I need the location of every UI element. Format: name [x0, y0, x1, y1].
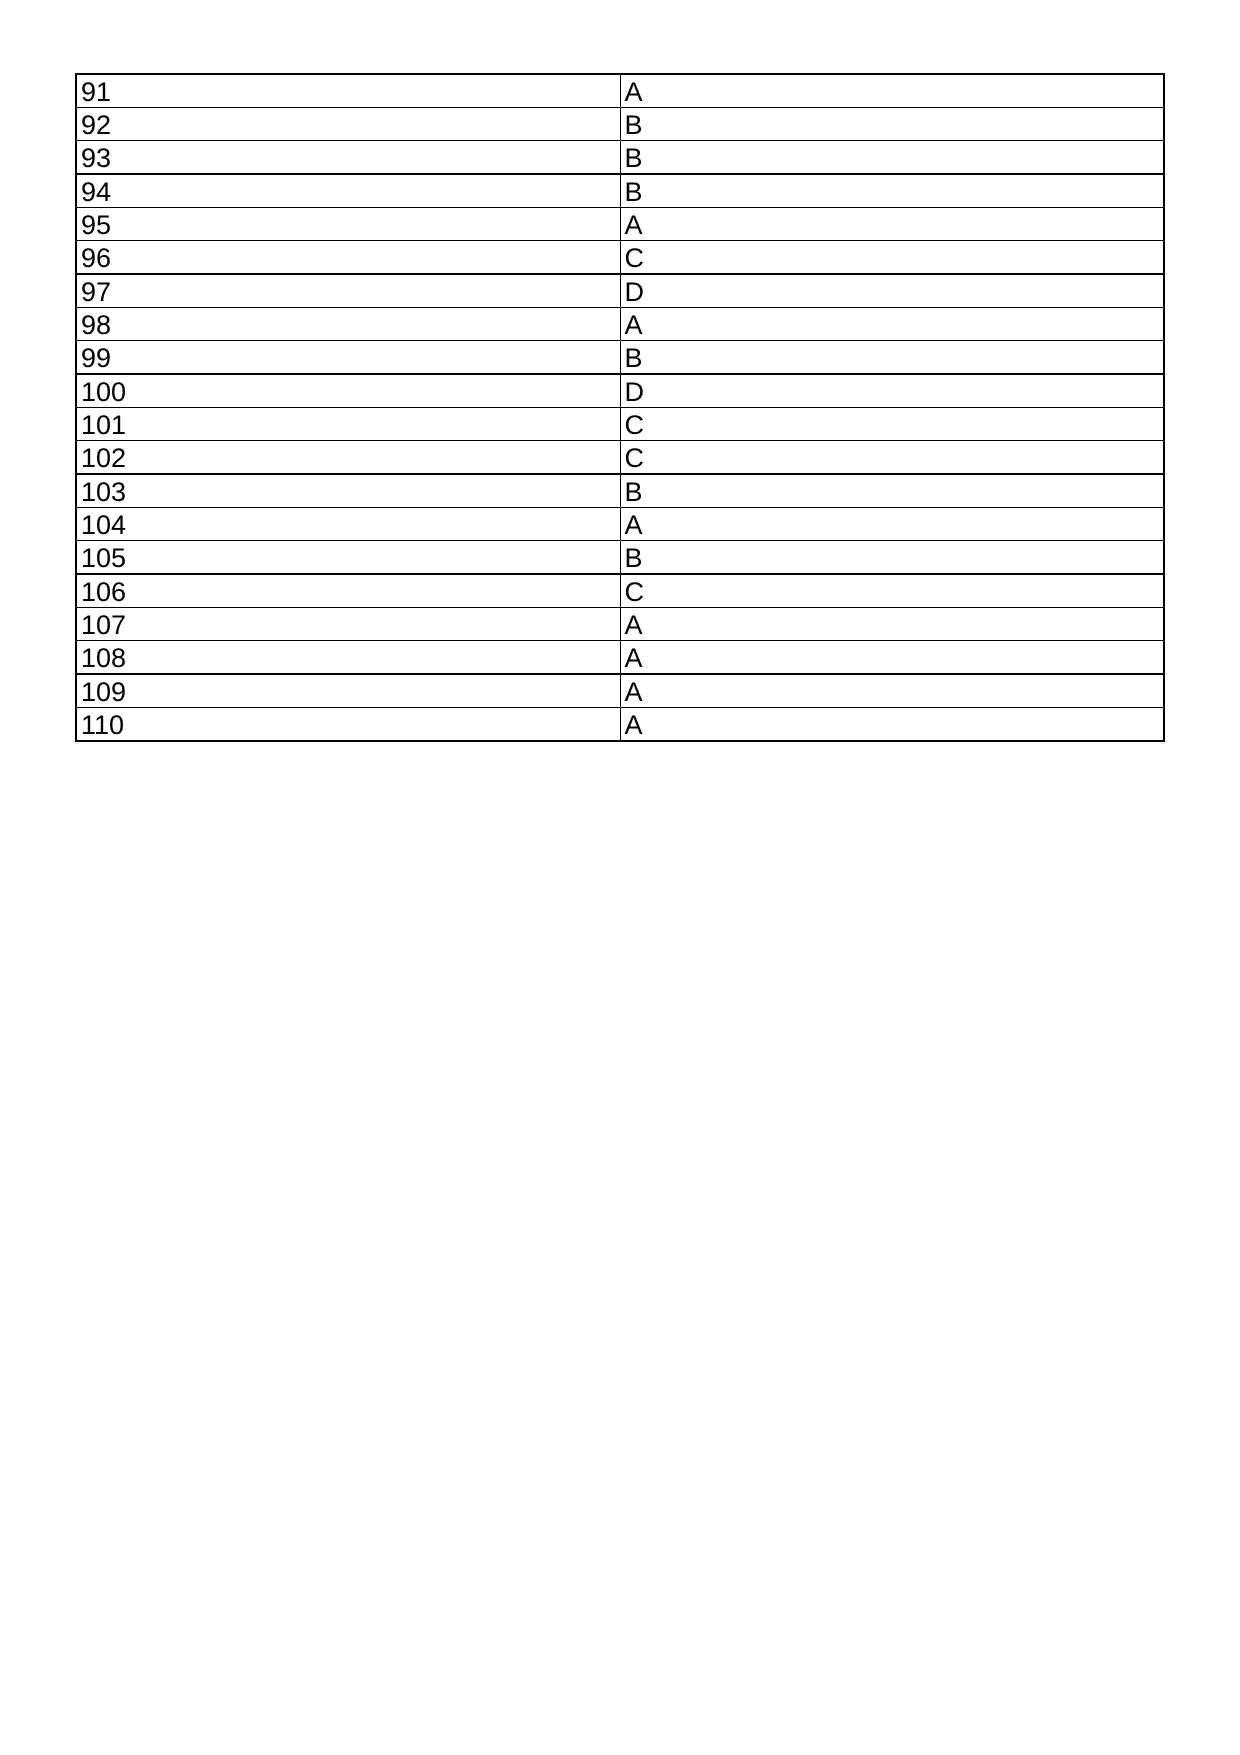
table-row: [76, 574, 1164, 608]
table-row: [76, 474, 1164, 508]
question-number-cell: 103: [76, 474, 620, 508]
table-row: [76, 641, 1164, 675]
answer-cell: B: [620, 108, 1164, 141]
question-number-cell: 92: [76, 108, 620, 141]
table-row: [76, 374, 1164, 408]
table-row: [76, 141, 1164, 175]
question-number-cell: 104: [76, 508, 620, 541]
answer-cell: C: [620, 441, 1164, 475]
table-row: [76, 241, 1164, 275]
question-number-cell: 93: [76, 141, 620, 175]
question-number-cell: 99: [76, 341, 620, 375]
answer-cell: A: [620, 74, 1164, 108]
answer-cell: C: [620, 574, 1164, 608]
table-row: [76, 108, 1164, 141]
question-number-cell: 108: [76, 641, 620, 675]
question-number-cell: 96: [76, 241, 620, 275]
question-number-cell: 106: [76, 574, 620, 608]
answer-cell: D: [620, 274, 1164, 308]
table-row: [76, 408, 1164, 441]
question-number-cell: 95: [76, 208, 620, 241]
table-row: [76, 541, 1164, 575]
answer-cell: A: [620, 308, 1164, 341]
answer-cell: B: [620, 474, 1164, 508]
table-row: [76, 274, 1164, 308]
question-number-cell: 109: [76, 674, 620, 708]
answer-cell: B: [620, 341, 1164, 375]
table-row: [76, 608, 1164, 641]
question-number-cell: 110: [76, 708, 620, 742]
answer-cell: A: [620, 208, 1164, 241]
answer-cell: A: [620, 708, 1164, 742]
answers-table: [75, 73, 1165, 742]
table-row: [76, 308, 1164, 341]
answer-cell: B: [620, 541, 1164, 575]
answer-cell: A: [620, 508, 1164, 541]
table-row: [76, 508, 1164, 541]
question-number-cell: 107: [76, 608, 620, 641]
answer-cell: C: [620, 408, 1164, 441]
question-number-cell: 97: [76, 274, 620, 308]
question-number-cell: 94: [76, 174, 620, 208]
question-number-cell: 98: [76, 308, 620, 341]
table-row: [76, 74, 1164, 108]
answer-cell: A: [620, 674, 1164, 708]
question-number-cell: 101: [76, 408, 620, 441]
table-row: [76, 208, 1164, 241]
answer-cell: C: [620, 241, 1164, 275]
answer-cell: D: [620, 374, 1164, 408]
table-row: [76, 674, 1164, 708]
answer-cell: A: [620, 608, 1164, 641]
question-number-cell: 105: [76, 541, 620, 575]
answer-cell: B: [620, 141, 1164, 175]
question-number-cell: 102: [76, 441, 620, 475]
answer-cell: A: [620, 641, 1164, 675]
table-row: [76, 341, 1164, 375]
question-number-cell: 100: [76, 374, 620, 408]
table-row: [76, 174, 1164, 208]
question-number-cell: 91: [76, 74, 620, 108]
table-row: [76, 441, 1164, 475]
answer-cell: B: [620, 174, 1164, 208]
table-row: [76, 708, 1164, 742]
